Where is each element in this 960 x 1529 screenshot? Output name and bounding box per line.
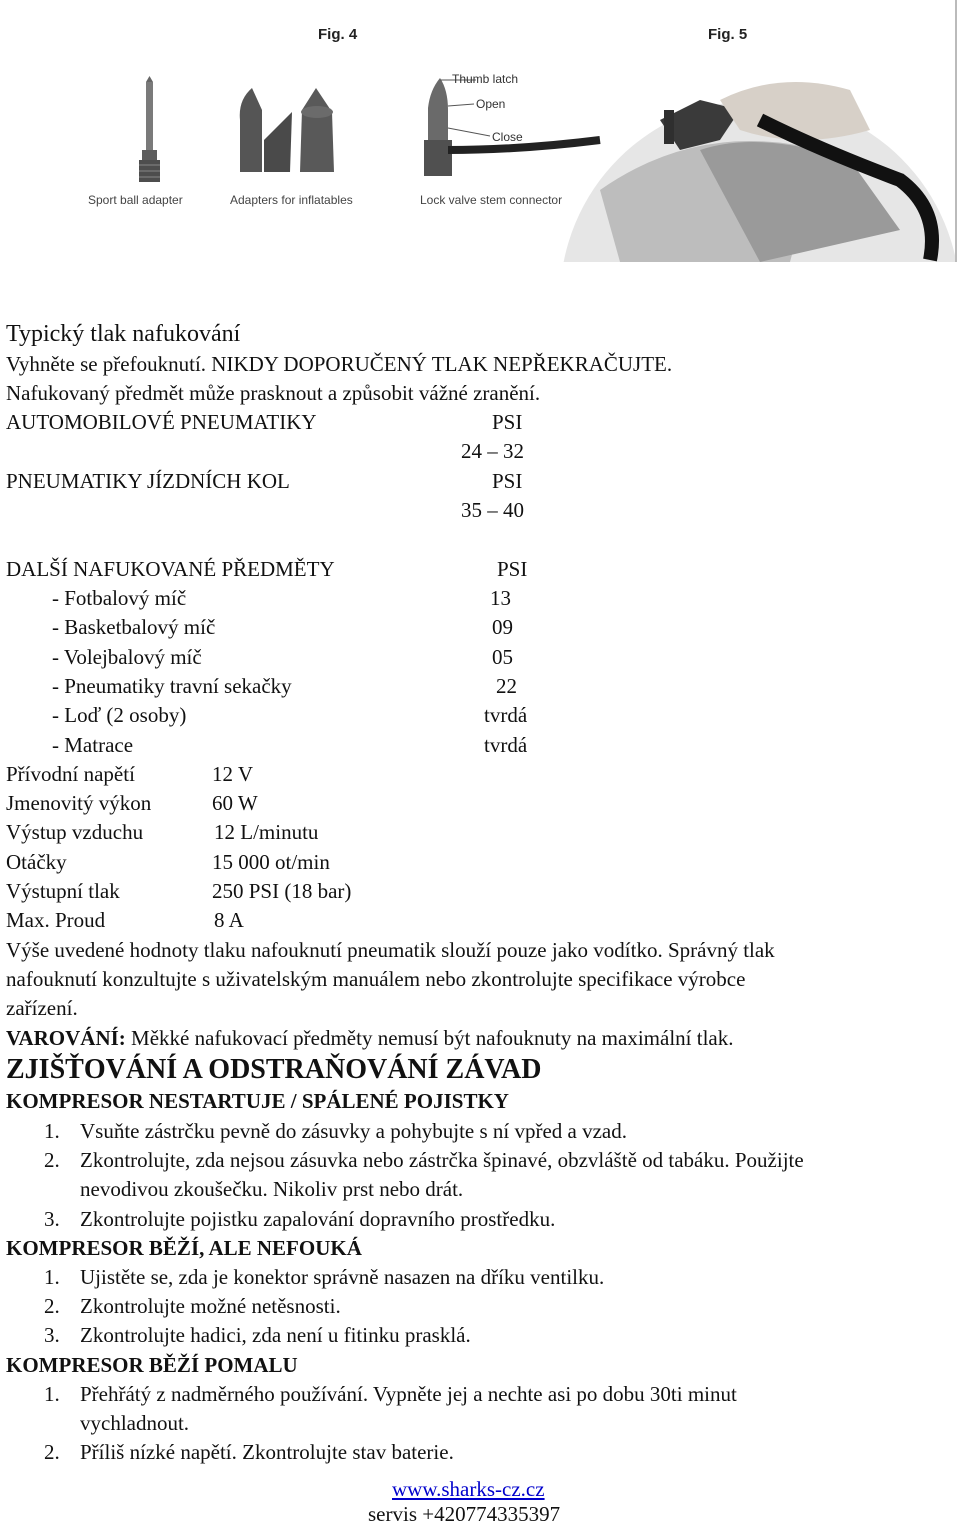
caption-sport-ball-adapter: Sport ball adapter (88, 193, 183, 207)
list-item-continuation: nevodivou zkoušečku. Nikoliv prst nebo drát. (80, 1177, 464, 1201)
item-name: - Pneumatiky travní sekačky (52, 674, 292, 698)
car-tires-unit: PSI (492, 410, 523, 434)
list-item: Ujistěte se, zda je konektor správně nasazen na dříku ventilku. (80, 1265, 605, 1289)
warning-note (6, 1024, 733, 1053)
spec-label: Max. Proud (6, 908, 106, 932)
list-number: 3. (44, 1207, 60, 1231)
spec-label: Jmenovitý výkon (6, 791, 152, 815)
item-name: - Loď (2 osoby) (52, 703, 187, 727)
item-value: tvrdá (484, 703, 528, 727)
list-item: Zkontrolujte pojistku zapalování dopravního prostředku. (80, 1207, 556, 1231)
caption-lock-valve-connector: Lock valve stem connector (420, 193, 563, 207)
car-tires-value: 24 – 32 (461, 439, 524, 463)
pressure-warning-1: Vyhněte se přefouknutí. NIKDY DOPORUČENÝ TLAK NEPŘEKRAČUJTE. (6, 352, 673, 376)
note-line-2: nafouknutí konzultujte s uživatelským manuálem nebo zkontrolujte specifikace výrobce (6, 967, 746, 991)
spec-value: 8 A (214, 908, 244, 932)
list-number: 3. (44, 1323, 60, 1347)
list-item: Vsuňte zástrčku pevně do zásuvky a pohybujte s ní vpřed a vzad. (80, 1119, 628, 1143)
section-2-title: KOMPRESOR BĚŽÍ, ALE NEFOUKÁ (6, 1236, 362, 1260)
pressure-title: Typický tlak nafukování (6, 321, 241, 347)
other-items-label: DALŠÍ NAFUKOVANÉ PŘEDMĚTY (6, 557, 335, 581)
fig5-photo (560, 82, 955, 262)
item-name: - Fotbalový míč (52, 586, 187, 610)
car-tires-label: AUTOMOBILOVÉ PNEUMATIKY (6, 410, 317, 434)
item-name: - Matrace (52, 733, 134, 757)
bike-tires-label: PNEUMATIKY JÍZDNÍCH KOL (6, 469, 290, 493)
adapter-illustrations (0, 0, 955, 262)
list-item: Přehřátý z nadměrného používání. Vypněte jej a nechte asi po dobu 30ti minut (80, 1382, 737, 1406)
bike-tires-value: 35 – 40 (461, 498, 524, 522)
note-line-1: Výše uvedené hodnoty tlaku nafouknutí pneumatik slouží pouze jako vodítko. Správný tlak (6, 938, 775, 962)
pressure-warning-2: Nafukovaný předmět může prasknout a způsobit vážné zranění. (6, 381, 541, 405)
lock-valve-connector-image (424, 78, 600, 176)
footer-service-phone: servis +420774335397 (368, 1502, 561, 1526)
list-number: 2. (44, 1294, 60, 1318)
inflatable-adapters-image (240, 88, 334, 172)
spec-label: Výstupní tlak (6, 879, 120, 903)
note-line-3: zařízení. (6, 996, 78, 1020)
list-item: Příliš nízké napětí. Zkontrolujte stav baterie. (80, 1440, 454, 1464)
item-value: 13 (490, 586, 511, 610)
spec-value: 60 W (212, 791, 258, 815)
section-3-title: KOMPRESOR BĚŽÍ POMALU (6, 1353, 298, 1377)
sport-ball-adapter-image (139, 76, 160, 182)
list-number: 1. (44, 1119, 60, 1143)
spec-value: 15 000 ot/min (212, 850, 330, 874)
list-number: 2. (44, 1148, 60, 1172)
item-value: 09 (492, 615, 513, 639)
item-value: 05 (492, 645, 513, 669)
spec-value: 12 L/minutu (214, 820, 319, 844)
list-item-continuation: vychladnout. (80, 1411, 190, 1435)
warning-text: Měkké nafukovací předměty nemusí být nafouknuty na maximální tlak. (125, 1026, 734, 1050)
fig5-label: Fig. 5 (708, 26, 748, 43)
callout-open: Open (476, 97, 506, 111)
list-number: 1. (44, 1265, 60, 1289)
warning-label: VAROVÁNÍ: (6, 1026, 126, 1050)
list-item: Zkontrolujte hadici, zda není u fitinku prasklá. (80, 1323, 471, 1347)
page-edge-line (955, 0, 957, 262)
item-value: tvrdá (484, 733, 528, 757)
item-value: 22 (496, 674, 517, 698)
list-number: 2. (44, 1440, 60, 1464)
callout-thumb-latch: Thumb latch (452, 72, 519, 86)
spec-value: 12 V (212, 762, 254, 786)
other-items-unit: PSI (497, 557, 528, 581)
item-name: - Volejbalový míč (52, 645, 202, 669)
item-name: - Basketbalový míč (52, 615, 216, 639)
fig4-label: Fig. 4 (318, 26, 358, 43)
caption-adapters-inflatables: Adapters for inflatables (230, 193, 353, 207)
troubleshooting-title: ZJIŠŤOVÁNÍ A ODSTRAŇOVÁNÍ ZÁVAD (6, 1054, 542, 1085)
section-1-title: KOMPRESOR NESTARTUJE / SPÁLENÉ POJISTKY (6, 1089, 509, 1113)
callout-close: Close (492, 130, 523, 144)
bike-tires-unit: PSI (492, 469, 523, 493)
spec-value: 250 PSI (18 bar) (212, 879, 352, 903)
spec-label: Otáčky (6, 850, 67, 874)
spec-label: Přívodní napětí (6, 762, 135, 786)
list-item: Zkontrolujte, zda nejsou zásuvka nebo zástrčka špinavé, obzvláště od tabáku. Použijte (80, 1148, 804, 1172)
list-number: 1. (44, 1382, 60, 1406)
list-item: Zkontrolujte možné netěsnosti. (80, 1294, 341, 1318)
spec-label: Výstup vzduchu (6, 820, 144, 844)
footer-website-link[interactable]: www.sharks-cz.cz (392, 1477, 545, 1501)
